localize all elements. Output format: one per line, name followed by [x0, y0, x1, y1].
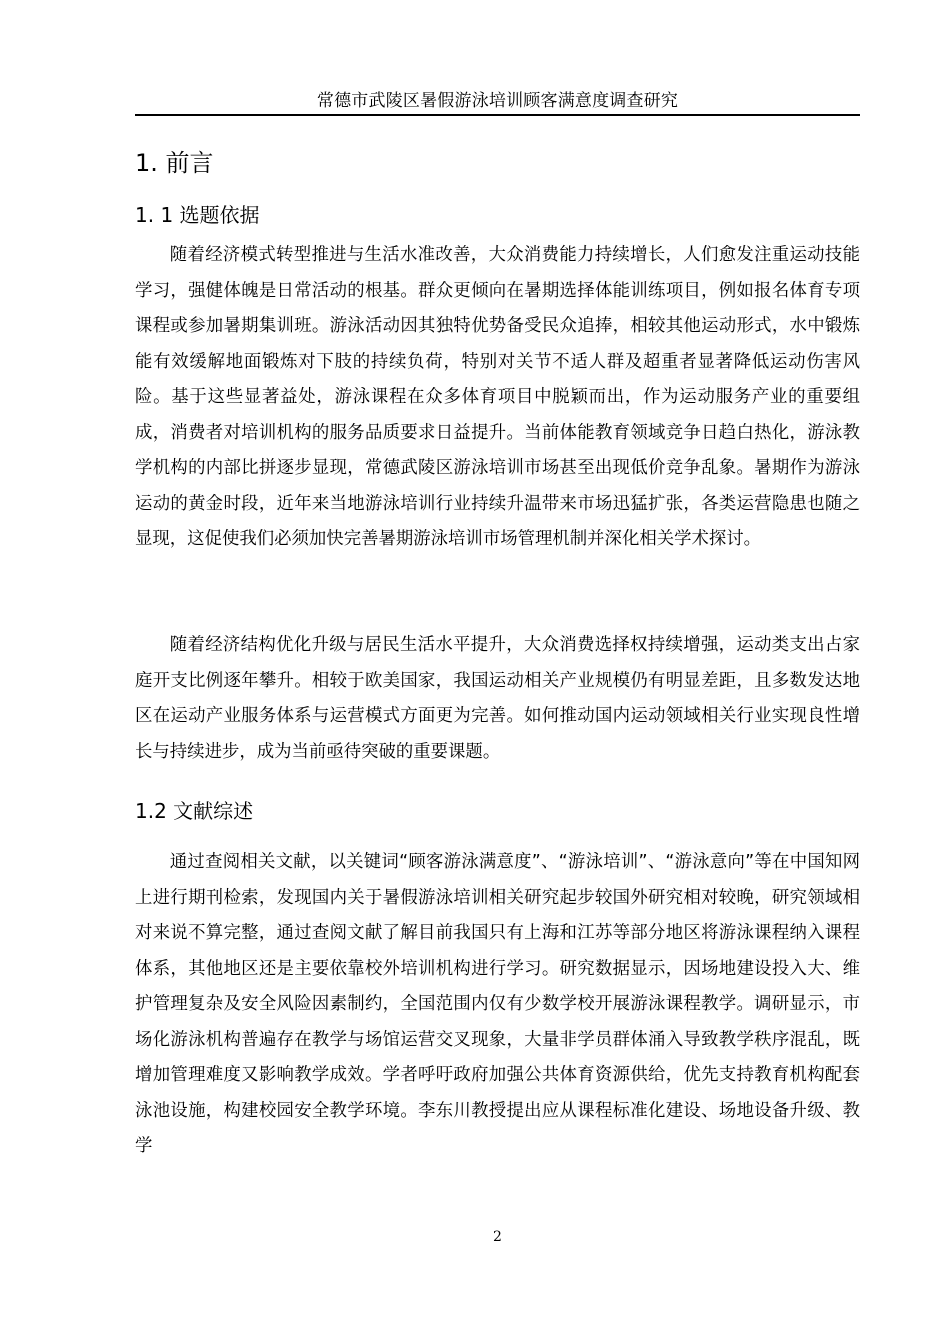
paragraph-2: 随着经济结构优化升级与居民生活水平提升，大众消费选择权持续增强，运动类支出占家庭开支比例逐年攀升。相较于欧美国家，我国运动相关产业规模仍有明显差距，且多数发达地区在运动产业服务体系与运营模式方面更为完善。如何推动国内运动领域相关行业实现良性增长与持续进步，成为当前亟待突破的重要课题。 [135, 635, 860, 762]
subsection-heading-1-2: 1.2 文献综述 [135, 799, 254, 823]
header-rule [135, 114, 860, 116]
running-header: 常德市武陵区暑假游泳培训顾客满意度调查研究 [316, 91, 679, 111]
subsection-heading-1-1: 1. 1 选题依据 [135, 203, 260, 227]
paragraph-3: 通过查阅相关文献，以关键词“顾客游泳满意度”、“游泳培训”、“游泳意向”等在中国知网上进行期刊检索，发现国内关于暑假游泳培训相关研究起步较国外研究相对较晚，研究领域相对来说不算完整，通过查阅文献了解目前我国只有上海和江苏等部分地区将游泳课程纳入课程体系，其他地区还是主要依靠校外培训机构进行学习。研究数据显示，因场地建设投入大、维护管理复杂及安全风险因素制约，全国范围内仅有少数学校开展游泳课程教学。调研显示，市场化游泳机构普遍存在教学与场馆运营交叉现象，大量非学员群体涌入导致教学秩序混乱，既增加管理难度又影响教学成效。学者呼吁政府加强公共体育资源供给，优先支持教育机构配套泳池设施，构建校园安全教学环境。李东川教授提出应从课程标准化建设、场地设备升级、教学 [135, 852, 860, 1156]
page-number: 2 [493, 1229, 502, 1245]
paragraph-1: 随着经济模式转型推进与生活水准改善，大众消费能力持续增长，人们愈发注重运动技能学习，强健体魄是日常活动的根基。群众更倾向在暑期选择体能训练项目，例如报名体育专项课程或参加暑期集训班。游泳活动因其独特优势备受民众追捧，相较其他运动形式，水中锻炼能有效缓解地面锻炼对下肢的持续负荷，特别对关节不适人群及超重者显著降低运动伤害风险。基于这些显著益处，游泳课程在众多体育项目中脱颖而出，作为运动服务产业的重要组成，消费者对培训机构的服务品质要求日益提升。当前体能教育领域竞争日趋白热化，游泳教学机构的内部比拼逐步显现，常德武陵区游泳培训市场甚至出现低价竞争乱象。暑期作为游泳运动的黄金时段，近年来当地游泳培训行业持续升温带来市场迅猛扩张，各类运营隐患也随之显现，这促使我们必须加快完善暑期游泳培训市场管理机制并深化相关学术探讨。 [135, 245, 860, 549]
section-heading-1: 1. 前言 [135, 149, 214, 177]
